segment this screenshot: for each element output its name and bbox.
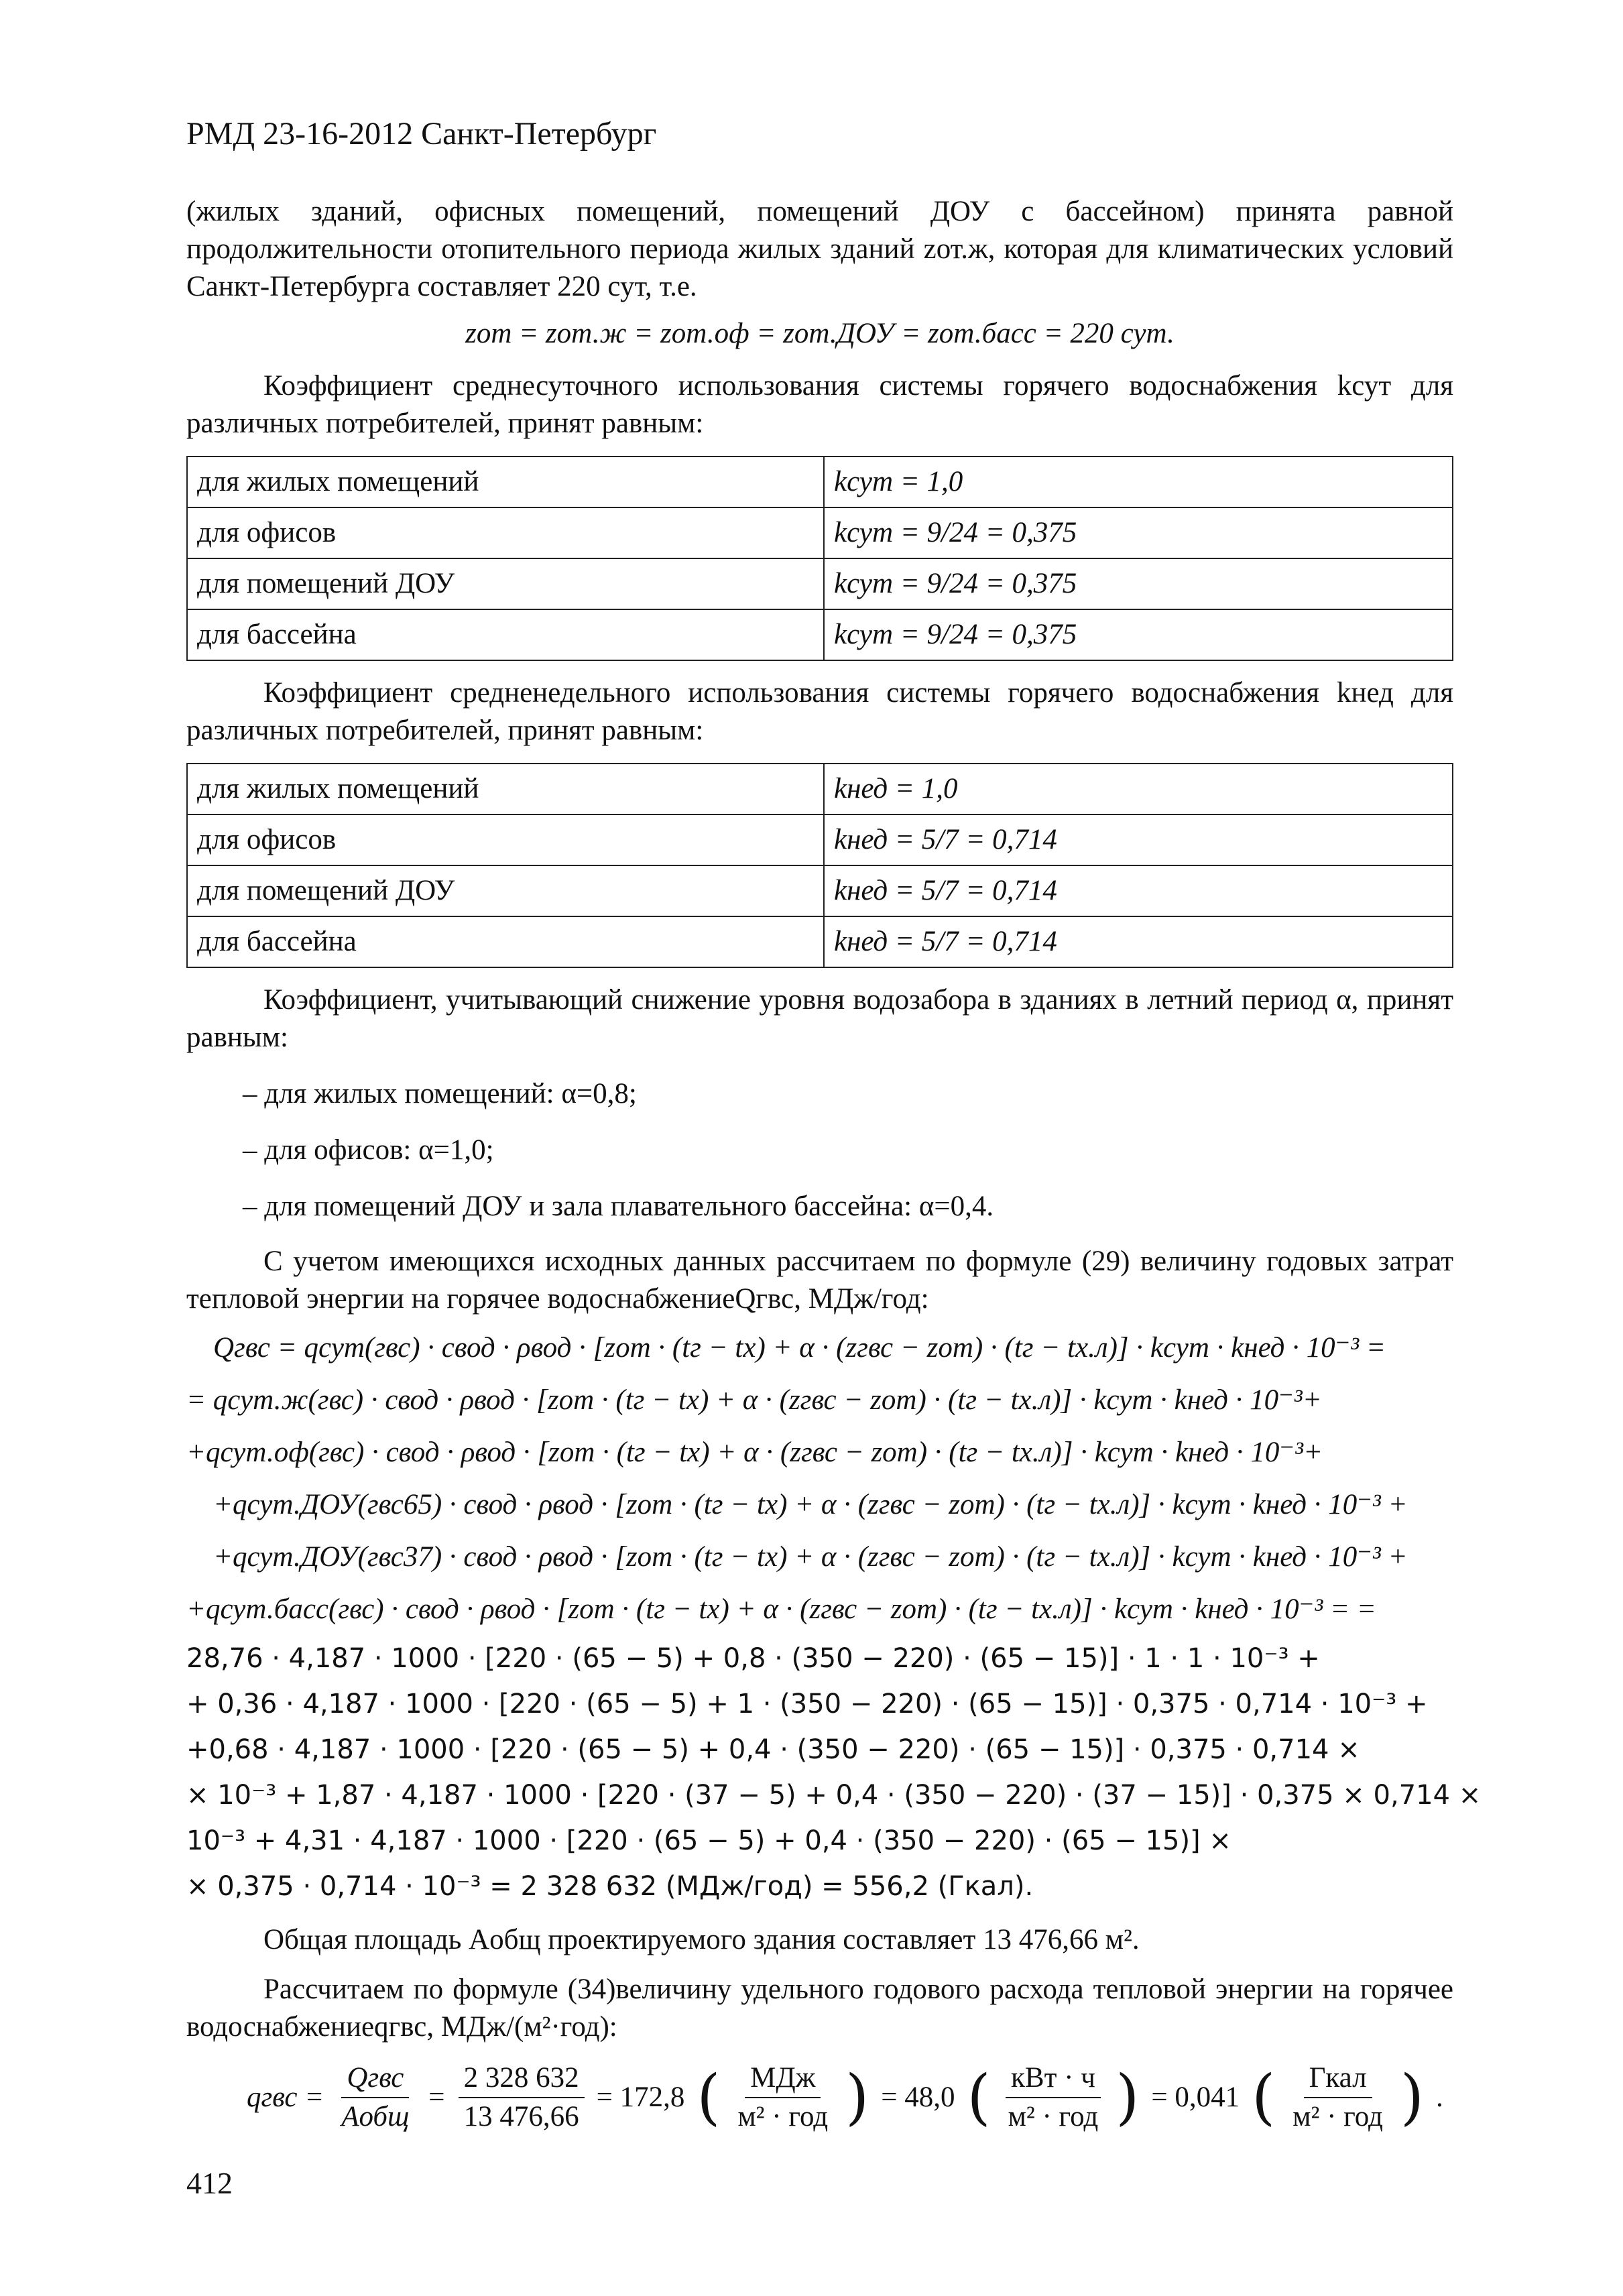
final-period: . bbox=[1436, 2081, 1443, 2113]
unit-kwh-fraction bbox=[1003, 2059, 1104, 2136]
formula-line: = qсут.ж(гвс) · cвод · ρвод · [zот · (tг − tх) + α · (zгвс − zот) · (tг − tх.л)] · kсут · kнед · 10⁻³+ bbox=[186, 1384, 1322, 1416]
unit-numerator: МДж bbox=[745, 2059, 821, 2098]
value-cell: kнед = 5/7 = 0,714 bbox=[824, 865, 1453, 916]
numeric-line: + 0,36 · 4,187 · 1000 · [220 · (65 − 5) + 1 · (350 − 220) · (65 − 15)] · 0,375 · 0,714 · 10⁻³ + bbox=[186, 1689, 1428, 1719]
table-row bbox=[187, 507, 1453, 558]
fraction-denominator: Aобщ bbox=[341, 2101, 410, 2132]
fraction-denominator: 13 476,66 bbox=[463, 2101, 579, 2132]
open-paren: ( bbox=[697, 2062, 721, 2132]
ksut-intro: Коэффициент среднесуточного использования системы горячего водоснабжения kсут для различных потребителей, принят равным: bbox=[186, 370, 1453, 439]
consumer-cell: для жилых помещений bbox=[187, 457, 824, 507]
page-number: 412 bbox=[186, 2166, 233, 2200]
close-paren: ) bbox=[1400, 2062, 1425, 2132]
table-row bbox=[187, 865, 1453, 916]
fraction-q-over-a bbox=[336, 2059, 414, 2136]
formula-line: +qсут.ДОУ(гвс65) · cвод · ρвод · [zот · (tг − tх) + α · (zгвс − zот) · (tг − tх.л)] · kсут · kнед · 10⁻³ + bbox=[213, 1489, 1408, 1520]
table-row bbox=[187, 457, 1453, 507]
formula-line: +qсут.оф(гвс) · cвод · ρвод · [zот · (tг − tх) + α · (zгвс − zот) · (tг − tх.л)] · kсут · kнед · 10⁻³+ bbox=[186, 1437, 1323, 1468]
running-header: РМД 23-16-2012 Санкт-Петербург bbox=[186, 116, 657, 152]
ksut-table bbox=[186, 456, 1453, 661]
consumer-cell: для офисов bbox=[187, 507, 824, 558]
open-paren: ( bbox=[1252, 2062, 1276, 2132]
alpha-item: – для офисов: α=1,0; bbox=[243, 1134, 494, 1166]
table-row bbox=[187, 558, 1453, 609]
value-cell: kнед = 1,0 bbox=[824, 764, 1453, 814]
result-gcal: = 0,041 bbox=[1151, 2081, 1240, 2113]
close-paren: ) bbox=[845, 2062, 869, 2132]
formula-line: Qгвс = qсут(гвс) · cвод · ρвод · [zот · (tг − tх) + α · (zгвс − zот) · (tг − tх.л)] · kсут · kнед · 10⁻³ = bbox=[213, 1332, 1386, 1364]
result-kwh: = 48,0 bbox=[881, 2081, 955, 2113]
consumer-cell: для офисов bbox=[187, 814, 824, 865]
specific-intro: Рассчитаем по формуле (34)величину удельного годового расхода тепловой энергии на горячее водоснабжениеqгвс, МДж/(м²·год): bbox=[186, 1974, 1453, 2043]
equals-sign: = bbox=[426, 2081, 446, 2113]
kned-intro: Коэффициент средненедельного использования системы горячего водоснабжения kнед для различных потребителей, принят равным: bbox=[186, 677, 1453, 746]
consumer-cell: для бассейна bbox=[187, 916, 824, 967]
alpha-item: – для помещений ДОУ и зала плавательного бассейна: α=0,4. bbox=[243, 1191, 994, 1222]
value-cell: kсут = 1,0 bbox=[824, 457, 1453, 507]
calc-intro: С учетом имеющихся исходных данных рассчитаем по формуле (29) величину годовых затрат тепловой энергии на горячее водоснабжениеQгвс, МДж/год: bbox=[186, 1246, 1453, 1315]
table-row bbox=[187, 764, 1453, 814]
consumer-cell: для жилых помещений bbox=[187, 764, 824, 814]
unit-denominator: м² · год bbox=[737, 2101, 829, 2132]
fraction-numerator: 2 328 632 bbox=[459, 2059, 585, 2098]
numeric-line: 10⁻³ + 4,31 · 4,187 · 1000 · [220 · (65 − 5) + 0,4 · (350 − 220) · (65 − 15)] × bbox=[186, 1825, 1231, 1856]
value-cell: kсут = 9/24 = 0,375 bbox=[824, 558, 1453, 609]
alpha-item: – для жилых помещений: α=0,8; bbox=[243, 1078, 637, 1109]
unit-mj-fraction bbox=[732, 2059, 833, 2136]
open-paren: ( bbox=[967, 2062, 991, 2132]
numeric-line: × 10⁻³ + 1,87 · 4,187 · 1000 · [220 · (37 − 5) + 0,4 · (350 − 220) · (37 − 15)] · 0,375 × 0,714 × bbox=[186, 1780, 1482, 1811]
fraction-numerator: Qгвс bbox=[341, 2059, 409, 2098]
numeric-calculation bbox=[186, 1636, 1482, 1909]
fraction-values bbox=[459, 2059, 585, 2136]
kned-table bbox=[186, 763, 1453, 968]
value-cell: kсут = 9/24 = 0,375 bbox=[824, 609, 1453, 660]
formula-line: +qсут.басс(гвс) · cвод · ρвод · [zот · (tг − tх) + α · (zгвс − zот) · (tг − tх.л)] · kсут · kнед · 10⁻³ = = bbox=[186, 1593, 1376, 1625]
value-cell: kнед = 5/7 = 0,714 bbox=[824, 814, 1453, 865]
unit-denominator: м² · год bbox=[1293, 2101, 1383, 2132]
unit-denominator: м² · год bbox=[1008, 2101, 1099, 2132]
alpha-intro: Коэффициент, учитывающий снижение уровня водозабора в зданиях в летний период α, принят равным: bbox=[186, 984, 1453, 1053]
consumer-cell: для помещений ДОУ bbox=[187, 558, 824, 609]
unit-gcal-fraction bbox=[1287, 2059, 1388, 2136]
final-lhs: qгвс = bbox=[247, 2081, 324, 2113]
close-paren: ) bbox=[1116, 2062, 1140, 2132]
value-cell: kсут = 9/24 = 0,375 bbox=[824, 507, 1453, 558]
area-text: Общая площадь Aобщ проектируемого здания составляет 13 476,66 м². bbox=[263, 1924, 1140, 1955]
table-row bbox=[187, 916, 1453, 967]
result-mj: = 172,8 bbox=[596, 2081, 685, 2113]
numeric-line: +0,68 · 4,187 · 1000 · [220 · (65 − 5) + 0,4 · (350 − 220) · (65 − 15)] · 0,375 · 0,714 × bbox=[186, 1734, 1360, 1765]
numeric-line: × 0,375 · 0,714 · 10⁻³ = 2 328 632 (МДж/год) = 556,2 (Гкал). bbox=[186, 1871, 1034, 1902]
consumer-cell: для бассейна bbox=[187, 609, 824, 660]
heating-period-formula: zот = zот.ж = zот.оф = zот.ДОУ = zот.басс = 220 сут. bbox=[465, 318, 1175, 349]
intro-paragraph: (жилых зданий, офисных помещений, помещений ДОУ с бассейном) принята равной продолжительности отопительного периода жилых зданий zот.ж, которая для климатических условий Санкт-Петербурга составляет 220 сут, т.е. bbox=[186, 196, 1453, 302]
table-row bbox=[187, 609, 1453, 660]
page-content bbox=[186, 193, 1482, 2136]
unit-numerator: кВт · ч bbox=[1006, 2059, 1101, 2098]
table-row bbox=[187, 814, 1453, 865]
consumer-cell: для помещений ДОУ bbox=[187, 865, 824, 916]
symbolic-formula bbox=[186, 1322, 1453, 1636]
unit-numerator: Гкал bbox=[1304, 2059, 1372, 2098]
final-formula bbox=[247, 2059, 1453, 2136]
formula-line: +qсут.ДОУ(гвс37) · cвод · ρвод · [zот · (tг − tх) + α · (zгвс − zот) · (tг − tх.л)] · kсут · kнед · 10⁻³ + bbox=[213, 1541, 1408, 1573]
value-cell: kнед = 5/7 = 0,714 bbox=[824, 916, 1453, 967]
numeric-line: 28,76 · 4,187 · 1000 · [220 · (65 − 5) + 0,8 · (350 − 220) · (65 − 15)] · 1 · 1 · 10⁻³ + bbox=[186, 1643, 1320, 1674]
